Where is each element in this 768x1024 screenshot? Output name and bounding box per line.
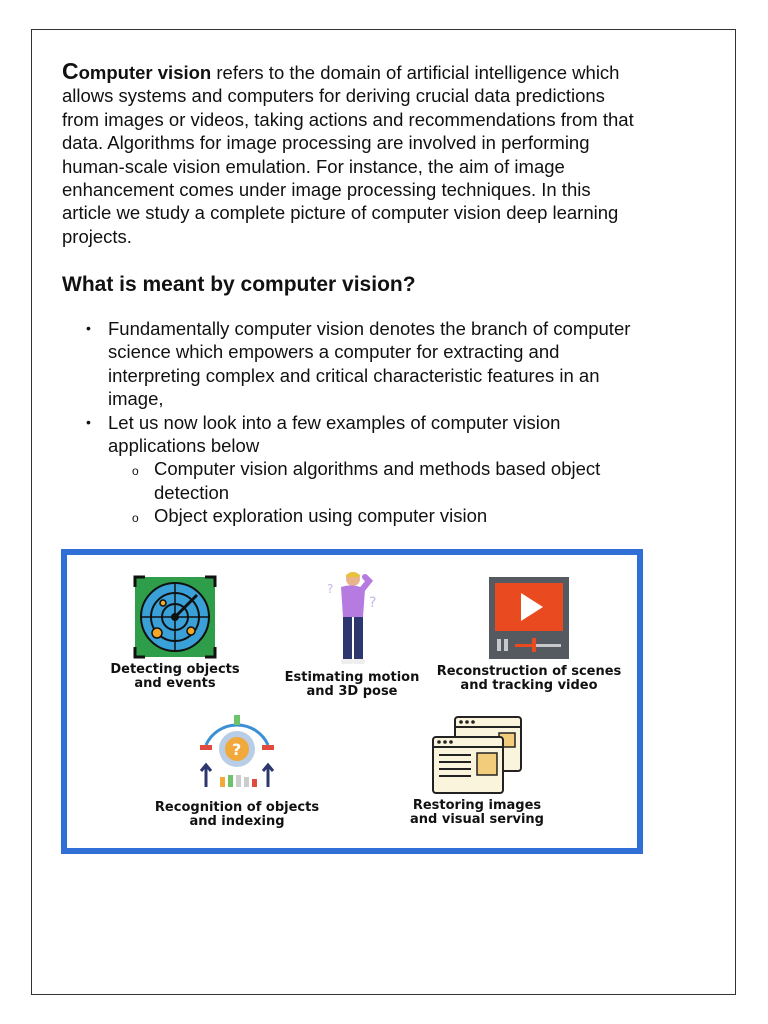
figure-caption: Estimating motion and 3D pose — [284, 670, 420, 699]
sub-bullet-text: Computer vision algorithms and methods based object detection — [154, 458, 601, 503]
svg-text:?: ? — [327, 582, 334, 596]
intro-term-rest: omputer vision — [78, 62, 212, 83]
question-network-icon — [192, 713, 282, 797]
computer-vision-applications-figure — [61, 549, 643, 854]
intro-term-initial: C — [62, 58, 79, 84]
bullet-list — [62, 317, 642, 528]
list-item — [108, 457, 642, 504]
bullet-text: Fundamentally computer vision denotes the branch of computer science which empowers a computer for extracting and interpreting complex and critical characteristic features in an image, — [108, 318, 631, 410]
sub-bullet-text: Object exploration using computer vision — [154, 505, 488, 527]
person-thinking-icon — [317, 567, 387, 667]
figure-item-restoring — [397, 715, 557, 827]
list-item — [62, 317, 642, 411]
figure-item-estimating — [277, 567, 427, 699]
figure-item-detecting — [95, 575, 255, 691]
bullet-dot-icon: • — [86, 413, 91, 430]
figure-item-reconstruction — [429, 575, 629, 693]
intro-body: refers to the domain of artificial intelligence which allows systems and computers for deriving crucial data predictions from images or videos, taking actions and recommendations from that data. Algorithms for image processing are involved in performing human-scale vision emulation. For instance, the aim of image enhancement comes under image processing techniques. In this article we study a complete picture of computer vision deep learning projects. — [62, 62, 634, 247]
bullet-text: Let us now look into a few examples of computer vision applications below — [108, 411, 561, 457]
bullet-dot-icon: • — [86, 320, 91, 336]
circle-bullet-icon: o — [132, 511, 139, 526]
figure-caption: Detecting objects and events — [110, 662, 240, 691]
svg-text:?: ? — [232, 740, 242, 759]
figure-item-recognition — [147, 713, 327, 829]
browser-windows-icon — [429, 715, 525, 795]
figure-caption: Reconstruction of scenes and tracking video — [436, 664, 622, 693]
video-player-icon — [487, 575, 571, 661]
section-heading: What is meant by computer vision? — [62, 273, 416, 296]
svg-text:?: ? — [369, 595, 377, 611]
sub-bullet-list — [108, 457, 642, 527]
figure-caption: Restoring images and visual serving — [410, 798, 544, 827]
intro-term — [62, 58, 212, 84]
list-item — [108, 504, 642, 527]
circle-bullet-icon: o — [132, 464, 139, 479]
list-item — [62, 411, 642, 528]
intro-paragraph — [62, 60, 642, 248]
radar-icon — [133, 575, 217, 659]
figure-caption: Recognition of objects and indexing — [154, 800, 320, 829]
